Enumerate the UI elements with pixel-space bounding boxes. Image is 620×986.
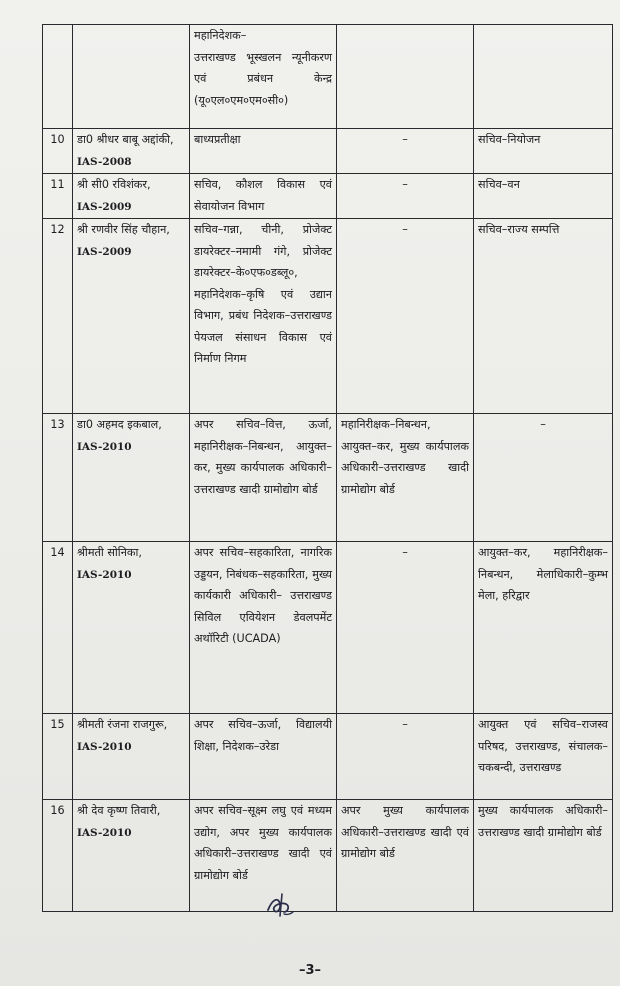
new-posting-text: सचिव–राज्य सम्पत्ति xyxy=(478,223,560,236)
relieved-from-posting-text: अपर मुख्य कार्यपालक अधिकारी–उत्तराखण्ड खादी एवं ग्रामोद्योग बोर्ड xyxy=(341,804,469,860)
table-row xyxy=(43,542,613,714)
current-posting-text: सचिव, कौशल विकास एवं सेवायोजन विभाग xyxy=(194,178,332,213)
new-posting-cell xyxy=(474,25,613,129)
officer-batch: IAS-2009 xyxy=(77,245,132,258)
officer-batch: IAS-2010 xyxy=(77,568,132,581)
current-posting-cell xyxy=(190,542,337,714)
posting-order-table xyxy=(42,24,613,912)
new-posting-cell xyxy=(474,414,613,542)
current-posting-text: सचिव–गन्ना, चीनी, प्रोजेक्ट डायरेक्टर–नमामी गंगे, प्रोजेक्ट डायरेक्टर–के०एफ०डब्लू०, महानिदेशक–कृषि एवं उद्यान विभाग, प्रबंध निदेशक–उत्तराखण्ड पेयजल संसाधन विकास एवं निर्माण निगम xyxy=(194,223,332,365)
new-posting-text: सचिव–वन xyxy=(478,178,520,191)
new-posting-text: मुख्य कार्यपालक अधिकारी–उत्तराखण्ड खादी ग्रामोद्योग बोर्ड xyxy=(478,804,608,839)
relieved-from-posting-cell xyxy=(337,219,474,414)
new-posting-text: सचिव–नियोजन xyxy=(478,133,541,146)
current-posting-text: अपर सचिव–सूक्ष्म लघु एवं मध्यम उद्योग, अपर मुख्य कार्यपालक अधिकारी–उत्तराखण्ड खादी एवं ग्रामोद्योग बोर्ड xyxy=(194,804,332,882)
officer-batch: IAS-2009 xyxy=(77,200,132,213)
serial-number xyxy=(43,25,73,129)
serial-number: 15 xyxy=(43,714,73,800)
serial-number: 12 xyxy=(43,219,73,414)
table-row xyxy=(43,219,613,414)
new-posting-cell xyxy=(474,714,613,800)
current-posting-text: बाध्यप्रतीक्षा xyxy=(194,133,241,146)
officer-batch: IAS-2010 xyxy=(77,440,132,453)
officer-name: श्रीमती सोनिका, xyxy=(77,546,142,559)
table-row xyxy=(43,174,613,219)
new-posting-cell xyxy=(474,129,613,174)
new-posting-text: आयुक्त–कर, महानिरीक्षक–निबन्धन, मेलाधिकारी–कुम्भ मेला, हरिद्वार xyxy=(478,546,608,602)
relieved-from-posting-text: महानिरीक्षक–निबन्धन, आयुक्त–कर, मुख्य कार्यपालक अधिकारी–उत्तराखण्ड खादी ग्रामोद्योग बोर्ड xyxy=(341,418,469,496)
officer-cell xyxy=(73,219,190,414)
relieved-from-posting-text: – xyxy=(402,133,408,146)
table-row xyxy=(43,414,613,542)
table-body xyxy=(43,25,613,912)
officer-name: श्री रणवीर सिंह चौहान, xyxy=(77,223,170,236)
table-row xyxy=(43,129,613,174)
serial-number: 11 xyxy=(43,174,73,219)
new-posting-cell xyxy=(474,542,613,714)
serial-number: 16 xyxy=(43,800,73,912)
new-posting-cell xyxy=(474,174,613,219)
relieved-from-posting-cell xyxy=(337,174,474,219)
new-posting-text: – xyxy=(540,418,546,431)
current-posting-text: महानिदेशक– उत्तराखण्ड भूस्खलन न्यूनीकरण एवं प्रबंधन केन्द्र (यू०एल०एम०एम०सी०) xyxy=(194,29,332,107)
current-posting-cell xyxy=(190,714,337,800)
page-number: –3– xyxy=(298,963,322,978)
current-posting-cell xyxy=(190,414,337,542)
signature-initials xyxy=(262,888,298,922)
relieved-from-posting-text: – xyxy=(402,178,408,191)
serial-number: 14 xyxy=(43,542,73,714)
officer-name: डा0 अहमद इकबाल, xyxy=(77,418,162,431)
new-posting-cell xyxy=(474,219,613,414)
relieved-from-posting-cell xyxy=(337,129,474,174)
current-posting-cell xyxy=(190,129,337,174)
officer-name: डा0 श्रीधर बाबू अद्दांकी, xyxy=(77,133,174,146)
officer-name: श्री देव कृष्ण तिवारी, xyxy=(77,804,161,817)
relieved-from-posting-text: – xyxy=(402,718,408,731)
table-row xyxy=(43,800,613,912)
current-posting-text: अपर सचिव–ऊर्जा, विद्यालयी शिक्षा, निदेशक–उरेडा xyxy=(194,718,332,753)
relieved-from-posting-cell xyxy=(337,542,474,714)
officer-cell xyxy=(73,25,190,129)
officer-cell xyxy=(73,800,190,912)
serial-number: 13 xyxy=(43,414,73,542)
new-posting-text: आयुक्त एवं सचिव–राजस्व परिषद, उत्तराखण्ड, संचालक–चकबन्दी, उत्तराखण्ड xyxy=(478,718,608,774)
relieved-from-posting-cell xyxy=(337,25,474,129)
relieved-from-posting-cell xyxy=(337,800,474,912)
relieved-from-posting-cell xyxy=(337,414,474,542)
current-posting-text: अपर सचिव–सहकारिता, नागरिक उड्डयन, निबंधक–सहकारिता, मुख्य कार्यकारी अधिकारी– उत्तराखण्ड सिविल एवियेशन डेवलपमेंट अथॉरिटी (UCADA) xyxy=(194,546,332,645)
current-posting-cell xyxy=(190,25,337,129)
current-posting-cell xyxy=(190,174,337,219)
relieved-from-posting-text: – xyxy=(402,546,408,559)
new-posting-cell xyxy=(474,800,613,912)
officer-cell xyxy=(73,174,190,219)
officer-batch: IAS-2010 xyxy=(77,740,132,753)
officer-cell xyxy=(73,129,190,174)
relieved-from-posting-cell xyxy=(337,714,474,800)
current-posting-cell xyxy=(190,219,337,414)
serial-number: 10 xyxy=(43,129,73,174)
table-row xyxy=(43,25,613,129)
relieved-from-posting-text: – xyxy=(402,223,408,236)
officer-cell xyxy=(73,414,190,542)
officer-batch: IAS-2008 xyxy=(77,155,132,168)
officer-batch: IAS-2010 xyxy=(77,826,132,839)
officer-cell xyxy=(73,714,190,800)
current-posting-text: अपर सचिव–वित्त, ऊर्जा, महानिरीक्षक–निबन्धन, आयुक्त–कर, मुख्य कार्यपालक अधिकारी–उत्तराखण्ड खादी ग्रामोद्योग बोर्ड xyxy=(194,418,332,496)
officer-name: श्री सी0 रविशंकर, xyxy=(77,178,151,191)
officer-cell xyxy=(73,542,190,714)
officer-name: श्रीमती रंजना राजगुरू, xyxy=(77,718,168,731)
table-row xyxy=(43,714,613,800)
